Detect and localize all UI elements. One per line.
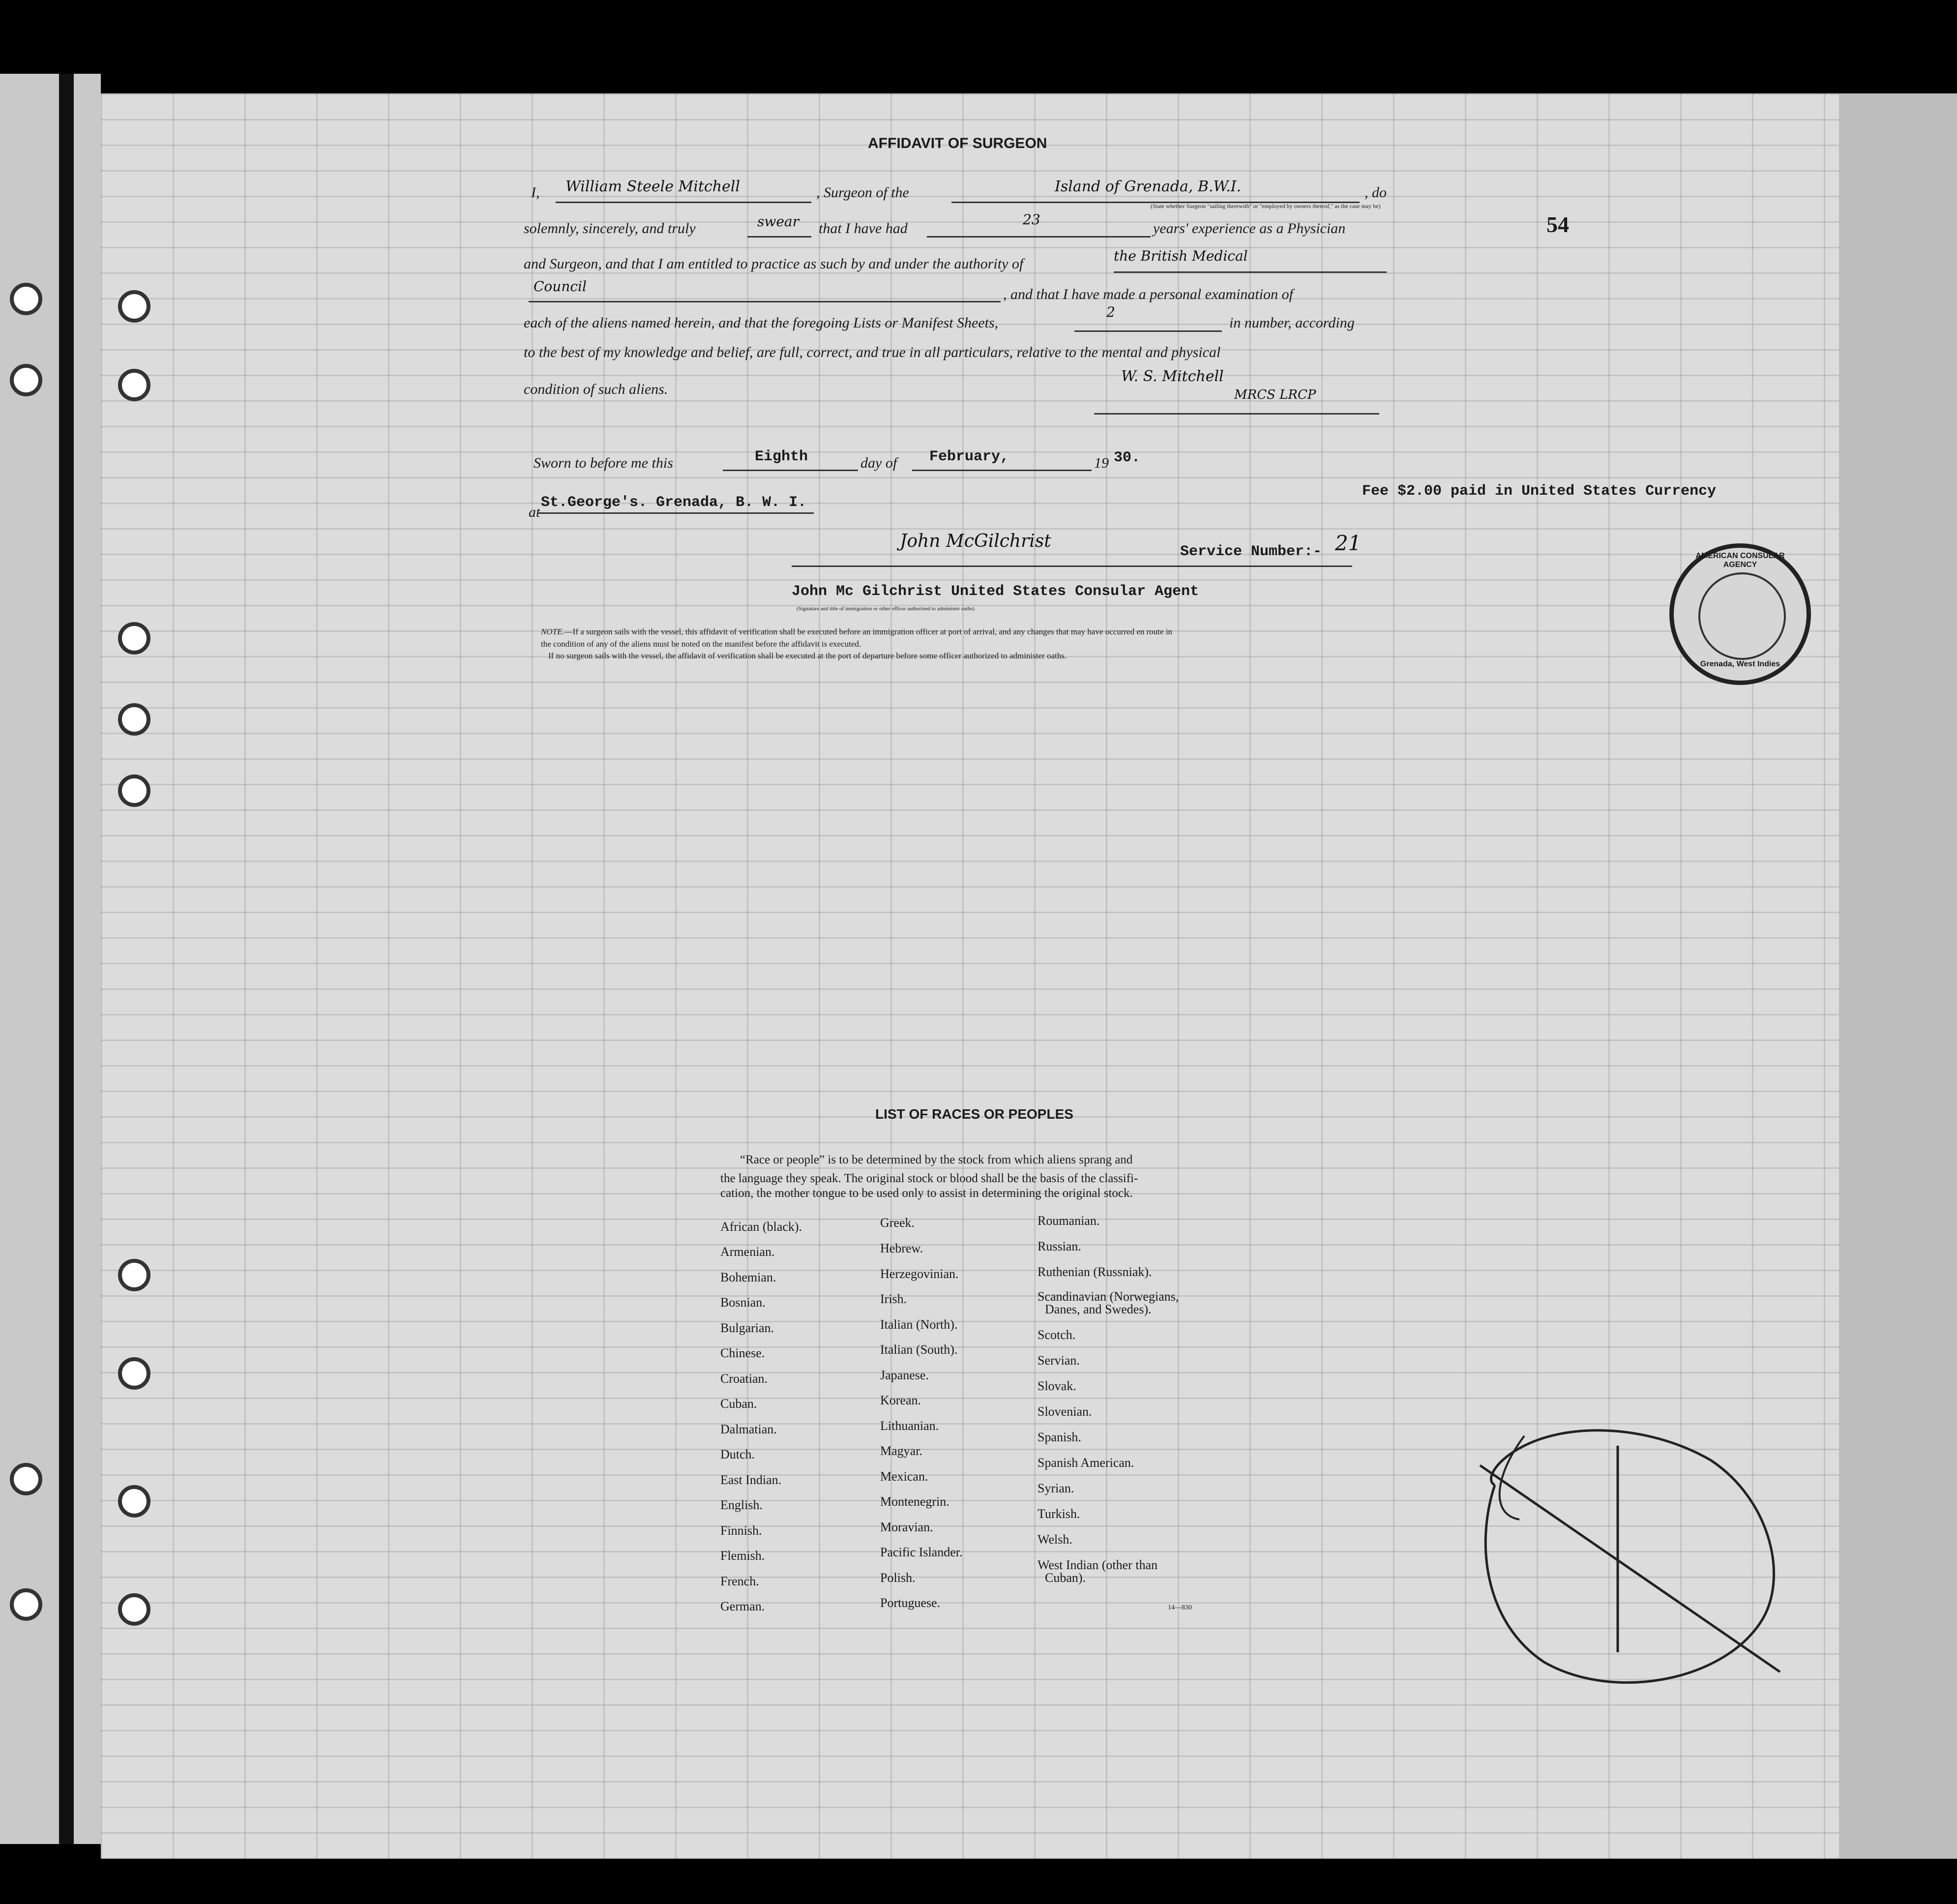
race-item: Japanese. [880,1368,929,1382]
surgeon-credentials: MRCS LRCP [1234,387,1316,402]
note-label: NOTE. [541,627,564,636]
punch-hole [118,774,150,807]
at-label: at [529,504,540,520]
punch-hole [118,290,150,323]
race-item: Lithuanian. [880,1419,939,1433]
affidavit-text: I, [531,184,540,201]
punch-hole [118,622,150,654]
race-item: English. [720,1498,763,1512]
punch-hole [10,1588,42,1621]
race-item: Bohemian. [720,1270,776,1284]
affidavit-text: each of the aliens named herein, and that the foregoing Lists or Manifest Sheets, [524,315,999,331]
form-line [723,470,858,471]
vessel-note: (State whether Surgeon "sailing therewith" or "employed by owners thereof," as the case may be) [1151,203,1381,209]
fee-note: Fee $2.00 paid in United States Currency [1362,483,1717,500]
service-number-label: Service Number:- [1180,543,1322,560]
vessel-name: Island of Grenada, B.W.I. [1055,178,1242,195]
form-line [1074,330,1222,332]
race-item: Bulgarian. [720,1321,774,1335]
form-number: 14—830 [1168,1604,1192,1611]
signature-line [1094,413,1379,415]
surgeon-signature: W. S. Mitchell [1121,368,1224,385]
affidavit-text: solemnly, sincerely, and truly [524,220,696,237]
form-line [747,236,811,238]
form-line [1114,271,1387,273]
sworn-text: day of [860,455,897,471]
race-item: German. [720,1599,765,1613]
race-item: Dutch. [720,1447,755,1461]
race-item: Herzegovinian. [880,1267,959,1281]
race-item: Flemish. [720,1548,765,1563]
affidavit-text: that I have had [819,220,908,237]
race-item: Spanish. [1038,1430,1081,1444]
race-item: Italian (North). [880,1317,958,1332]
sworn-year: 30. [1114,449,1141,466]
race-item: Cuban. [720,1397,757,1411]
signature-line [792,565,1352,567]
race-item: Moravian. [880,1520,933,1534]
race-item: Spanish American. [1038,1456,1134,1470]
page-number: 54 [1546,212,1569,237]
authority-name-cont: Council [534,278,587,295]
authority-name: the British Medical [1114,248,1248,264]
punch-hole [118,1593,150,1626]
sworn-day: Eighth [755,448,808,465]
races-intro: “Race or people” is to be determined by the stock from which aliens sprang and [740,1153,1133,1166]
race-item: Chinese. [720,1346,765,1360]
race-item: French. [720,1574,759,1588]
binder-edge [59,74,74,1844]
punch-hole [118,1357,150,1390]
race-item: Greek. [880,1216,915,1230]
affidavit-text: to the best of my knowledge and belief, are full, correct, and true in all particulars, relative to the mental and physical [524,344,1221,360]
affidavit-text: years' experience as a Physician [1153,220,1346,237]
note-line: the condition of any of the aliens must be noted on the manifest before the affidavit is executed. [541,639,861,649]
race-item: Armenian. [720,1245,775,1259]
officer-caption: (Signature and title of immigration or other officer authorized to administer oaths) [797,606,975,612]
place-of-oath: St.George's. Grenada, B. W. I. [541,494,807,511]
races-title: LIST OF RACES OR PEOPLES [875,1106,1073,1122]
seal-bottom-text: Grenada, West Indies [1700,660,1780,668]
race-item: Scotch. [1038,1328,1076,1342]
sworn-month: February, [929,448,1009,465]
race-item: Polish. [880,1571,916,1585]
race-item: Welsh. [1038,1532,1072,1547]
race-item: Slovenian. [1038,1404,1092,1419]
affidavit-text: , do [1364,184,1387,201]
note-line: If no surgeon sails with the vessel, the affidavit of verification shall be executed at the port of departure before some officer authorized to administer oaths. [548,651,1067,660]
eagle-emblem [1698,572,1786,660]
punch-hole [118,1259,150,1291]
consular-seal [1669,543,1811,685]
race-item: Danes, and Swedes). [1045,1302,1152,1316]
race-item: Dalmatian. [720,1422,777,1436]
form-line [538,512,814,514]
affidavit-text: in number, according [1229,315,1355,331]
race-item: Scandinavian (Norwegians, [1038,1289,1179,1304]
race-item: Irish. [880,1292,907,1306]
race-item: Russian. [1038,1239,1081,1253]
race-item: Italian (South). [880,1342,958,1357]
punch-hole [10,283,42,315]
punch-hole [10,1463,42,1495]
sworn-text: Sworn to before me this [534,455,673,471]
race-item: Pacific Islander. [880,1545,963,1559]
affidavit-text: and Surgeon, and that I am entitled to practice as such by and under the authority of [524,256,1024,272]
punch-hole [10,364,42,396]
race-item: Korean. [880,1393,921,1407]
affidavit-text: condition of such aliens. [524,381,668,397]
race-item: East Indian. [720,1473,782,1487]
race-item: African (black). [720,1220,802,1234]
form-line [927,236,1151,238]
race-item: Croatian. [720,1371,768,1386]
service-number: 21 [1335,531,1362,555]
race-item: Magyar. [880,1444,922,1458]
affidavit-title: AFFIDAVIT OF SURGEON [868,135,1047,151]
race-item: Roumanian. [1038,1214,1100,1228]
form-line [529,301,1001,302]
races-intro: the language they speak. The original stock or blood shall be the basis of the classifi- [720,1172,1138,1185]
affidavit-text: , and that I have made a personal examination of [1003,286,1293,302]
sheet-count: 2 [1106,304,1115,320]
race-item: Bosnian. [720,1295,766,1309]
seal-top-text: AMERICAN CONSULAR AGENCY [1695,552,1785,569]
affidavit-text: , Surgeon of the [816,184,909,201]
race-item: Mexican. [880,1469,928,1484]
officer-title: John Mc Gilchrist United States Consular Agent [792,583,1199,600]
race-item: Servian. [1038,1353,1080,1368]
affidavit-note [541,627,1172,637]
races-intro: cation, the mother tongue to be used only to assist in determining the original stock. [720,1187,1133,1200]
race-item: Hebrew. [880,1241,923,1255]
form-line [912,470,1092,471]
race-item: Turkish. [1038,1507,1080,1521]
officer-signature: John McGilchrist [900,531,1051,551]
punch-hole [118,703,150,736]
surgeon-name: William Steele Mitchell [565,178,740,195]
race-item: West Indian (other than [1038,1558,1158,1572]
punch-hole [118,1485,150,1517]
race-item: Ruthenian (Russniak). [1038,1265,1152,1279]
punch-hole [118,369,150,401]
years-experience: 23 [1023,211,1040,228]
binder-margin [0,74,101,1844]
page-edge-strip [1839,93,1957,1859]
oath-word: swear [757,213,799,230]
race-item: Finnish. [720,1523,762,1538]
race-item: Syrian. [1038,1481,1074,1495]
sworn-year-prefix: 19 [1094,455,1109,471]
race-item: Cuban). [1045,1571,1086,1585]
form-line [556,202,811,203]
race-item: Slovak. [1038,1379,1076,1393]
race-item: Montenegrin. [880,1494,949,1509]
pencil-cancellation-mark [1465,1416,1800,1701]
race-item: Portuguese. [880,1596,941,1610]
note-line: —If a surgeon sails with the vessel, this affidavit of verification shall be executed before an immigration officer at port of arrival, and any changes that may have occurred en route in [564,627,1173,636]
